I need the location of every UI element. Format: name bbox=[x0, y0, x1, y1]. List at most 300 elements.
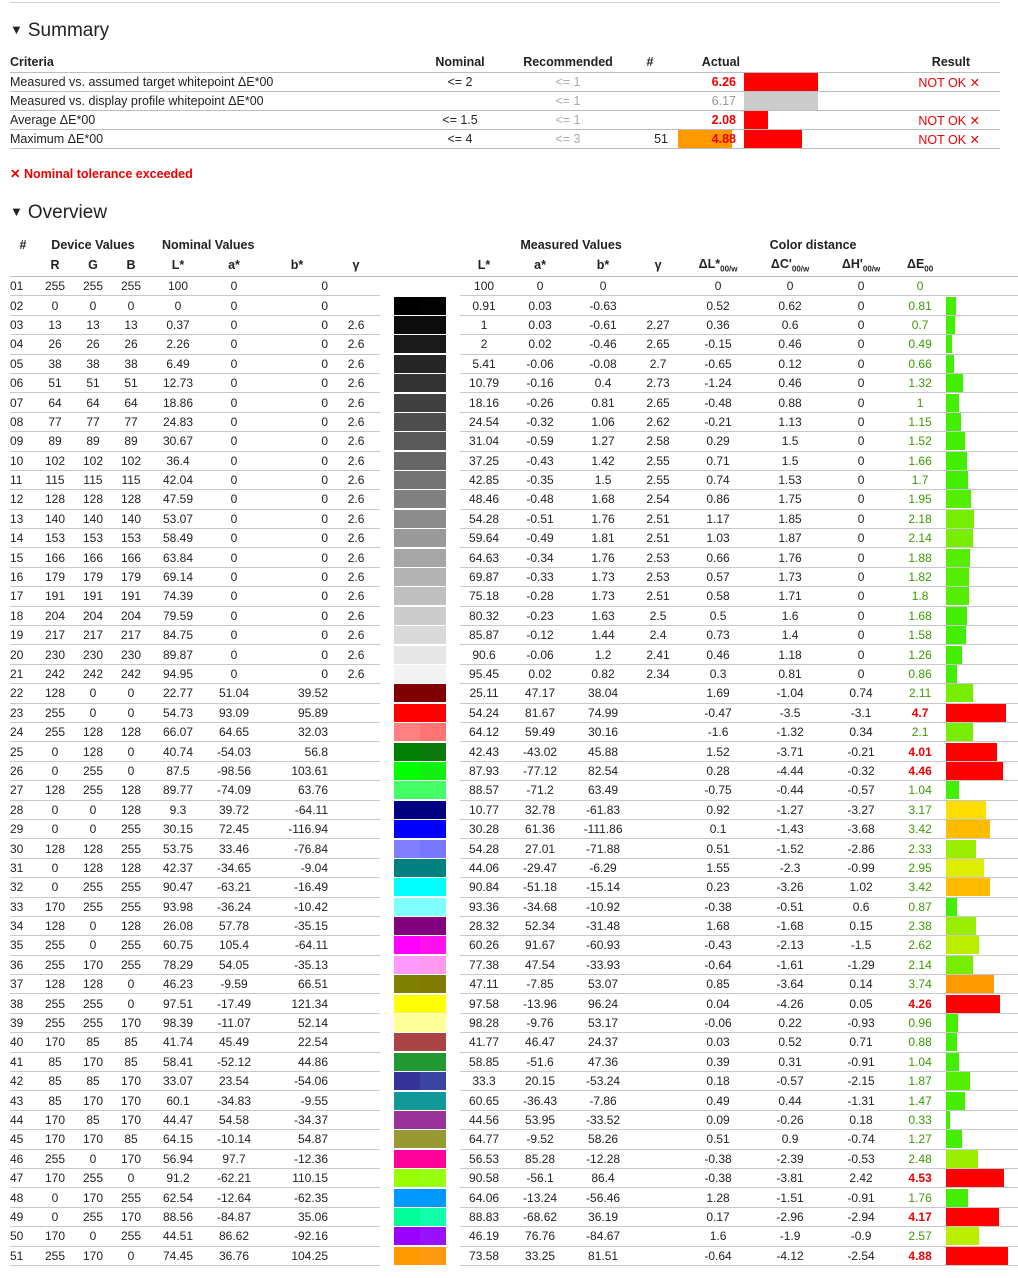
color-swatch bbox=[394, 1111, 446, 1129]
measured-l: 44.56 bbox=[460, 1110, 508, 1129]
nominal-color-patch bbox=[394, 917, 420, 935]
measured-b: 58.26 bbox=[572, 1130, 634, 1149]
delta-l: 0.17 bbox=[682, 1207, 754, 1226]
device-r: 128 bbox=[36, 684, 74, 703]
nominal-gamma: 2.6 bbox=[332, 373, 380, 392]
swatch-cell bbox=[380, 1130, 460, 1149]
device-r: 128 bbox=[36, 975, 74, 994]
nominal-a: -36.24 bbox=[206, 897, 262, 916]
delta-h: -1.31 bbox=[826, 1091, 896, 1110]
measured-a: -34.68 bbox=[508, 897, 572, 916]
delta-e: 0.7 bbox=[896, 315, 944, 334]
overview-group-nominal: Nominal Values bbox=[162, 238, 255, 252]
measured-l: 59.64 bbox=[460, 529, 508, 548]
delta-c: -4.44 bbox=[754, 761, 826, 780]
nominal-l: 89.77 bbox=[150, 781, 206, 800]
nominal-gamma bbox=[332, 684, 380, 703]
delta-e-bar bbox=[946, 1014, 958, 1032]
measured-gamma bbox=[634, 819, 682, 838]
nominal-l: 100 bbox=[150, 277, 206, 296]
measured-a: 47.17 bbox=[508, 684, 572, 703]
overview-row bbox=[10, 1246, 1018, 1265]
measured-b: 1.5 bbox=[572, 470, 634, 489]
row-id: 23 bbox=[10, 703, 36, 722]
nominal-gamma bbox=[332, 916, 380, 935]
nominal-a: 0 bbox=[206, 664, 262, 683]
measured-b: 1.06 bbox=[572, 412, 634, 431]
delta-c: 1.76 bbox=[754, 548, 826, 567]
nominal-a: -9.59 bbox=[206, 975, 262, 994]
swatch-cell bbox=[380, 1013, 460, 1032]
measured-gamma bbox=[634, 936, 682, 955]
delta-l: -0.64 bbox=[682, 1246, 754, 1265]
nominal-color-patch bbox=[394, 452, 420, 470]
measured-a: -0.26 bbox=[508, 393, 572, 412]
device-g: 115 bbox=[74, 470, 112, 489]
swatch-cell bbox=[380, 393, 460, 412]
device-r: 170 bbox=[36, 1033, 74, 1052]
device-r: 153 bbox=[36, 529, 74, 548]
measured-color-patch bbox=[420, 665, 446, 683]
nominal-gamma: 2.6 bbox=[332, 548, 380, 567]
delta-h-label: ΔH' bbox=[841, 256, 863, 271]
delta-e-bar-cell bbox=[944, 800, 1018, 819]
row-id: 02 bbox=[10, 296, 36, 315]
nominal-gamma bbox=[332, 703, 380, 722]
device-r: 217 bbox=[36, 626, 74, 645]
delta-e: 1.04 bbox=[896, 781, 944, 800]
delta-l: 0.23 bbox=[682, 878, 754, 897]
delta-l: 0.71 bbox=[682, 451, 754, 470]
device-r: 255 bbox=[36, 703, 74, 722]
nominal-a: 54.58 bbox=[206, 1110, 262, 1129]
measured-gamma bbox=[634, 897, 682, 916]
color-swatch bbox=[394, 452, 446, 470]
nominal-gamma: 2.6 bbox=[332, 393, 380, 412]
nominal-a: 64.65 bbox=[206, 722, 262, 741]
delta-e-bar bbox=[946, 859, 984, 877]
nominal-gamma bbox=[332, 1227, 380, 1246]
device-r: 230 bbox=[36, 645, 74, 664]
row-id: 11 bbox=[10, 470, 36, 489]
delta-e: 4.88 bbox=[896, 1246, 944, 1265]
measured-gamma: 2.58 bbox=[634, 432, 682, 451]
delta-e: 4.46 bbox=[896, 761, 944, 780]
measured-b: -111.86 bbox=[572, 819, 634, 838]
nominal-b: -116.94 bbox=[262, 819, 332, 838]
delta-l: 0.85 bbox=[682, 975, 754, 994]
summary-result: NOT OK ✕ bbox=[850, 130, 1000, 149]
measured-b: -31.48 bbox=[572, 916, 634, 935]
delta-e: 2.1 bbox=[896, 722, 944, 741]
delta-c: 0.52 bbox=[754, 1033, 826, 1052]
delta-l: 0.86 bbox=[682, 490, 754, 509]
delta-c: -1.9 bbox=[754, 1227, 826, 1246]
swatch-cell bbox=[380, 645, 460, 664]
delta-e-bar bbox=[946, 1130, 962, 1148]
delta-e-bar bbox=[946, 1169, 1004, 1187]
delta-e: 2.57 bbox=[896, 1227, 944, 1246]
device-r: 170 bbox=[36, 1168, 74, 1187]
delta-h: 0 bbox=[826, 529, 896, 548]
device-r: 0 bbox=[36, 296, 74, 315]
device-r: 0 bbox=[36, 858, 74, 877]
row-id: 32 bbox=[10, 878, 36, 897]
col-device-b: B bbox=[112, 254, 150, 277]
delta-l: 0.92 bbox=[682, 800, 754, 819]
delta-e-bar-cell bbox=[944, 1130, 1018, 1149]
device-g: 170 bbox=[74, 1052, 112, 1071]
device-b: 170 bbox=[112, 1110, 150, 1129]
measured-color-patch bbox=[420, 1247, 446, 1265]
device-g: 0 bbox=[74, 800, 112, 819]
delta-c: 1.18 bbox=[754, 645, 826, 664]
color-swatch bbox=[394, 1033, 446, 1051]
delta-l: 0.52 bbox=[682, 296, 754, 315]
measured-gamma bbox=[634, 1207, 682, 1226]
summary-section-toggle[interactable] bbox=[10, 20, 109, 42]
measured-b: 81.51 bbox=[572, 1246, 634, 1265]
measured-a: -0.34 bbox=[508, 548, 572, 567]
device-g: 170 bbox=[74, 1091, 112, 1110]
delta-e-bar-cell bbox=[944, 897, 1018, 916]
measured-b: 24.37 bbox=[572, 1033, 634, 1052]
swatch-cell bbox=[380, 955, 460, 974]
nominal-b: -9.55 bbox=[262, 1091, 332, 1110]
measured-l: 42.43 bbox=[460, 742, 508, 761]
summary-recommended: <= 1 bbox=[510, 73, 626, 92]
measured-b: 53.07 bbox=[572, 975, 634, 994]
delta-l: 1.52 bbox=[682, 742, 754, 761]
summary-actual-bar bbox=[744, 111, 768, 129]
delta-e-bar-cell bbox=[944, 878, 1018, 897]
nominal-b: -92.16 bbox=[262, 1227, 332, 1246]
delta-e-bar bbox=[946, 665, 957, 683]
color-swatch bbox=[394, 1053, 446, 1071]
row-id: 10 bbox=[10, 451, 36, 470]
nominal-color-patch bbox=[394, 1033, 420, 1051]
overview-col-num: # bbox=[19, 238, 27, 252]
color-swatch bbox=[394, 801, 446, 819]
delta-c: -3.5 bbox=[754, 703, 826, 722]
measured-l: 54.28 bbox=[460, 839, 508, 858]
delta-e: 4.53 bbox=[896, 1168, 944, 1187]
overview-row bbox=[10, 1052, 1018, 1071]
nominal-color-patch bbox=[394, 723, 420, 741]
measured-l: 46.19 bbox=[460, 1227, 508, 1246]
device-g: 230 bbox=[74, 645, 112, 664]
device-g: 166 bbox=[74, 548, 112, 567]
delta-e-bar-cell bbox=[944, 1227, 1018, 1246]
device-r: 204 bbox=[36, 606, 74, 625]
color-swatch bbox=[394, 1130, 446, 1148]
measured-a: 0.02 bbox=[508, 335, 572, 354]
delta-c: -3.71 bbox=[754, 742, 826, 761]
swatch-cell bbox=[380, 722, 460, 741]
nominal-l: 42.37 bbox=[150, 858, 206, 877]
delta-c-label: ΔC' bbox=[770, 256, 792, 271]
nominal-gamma bbox=[332, 277, 380, 296]
swatch-cell bbox=[380, 529, 460, 548]
measured-color-patch bbox=[420, 878, 446, 896]
nominal-color-patch bbox=[394, 995, 420, 1013]
delta-l: 1.03 bbox=[682, 529, 754, 548]
color-swatch bbox=[394, 917, 446, 935]
delta-e: 1.15 bbox=[896, 412, 944, 431]
measured-gamma: 2.55 bbox=[634, 470, 682, 489]
measured-gamma bbox=[634, 703, 682, 722]
measured-a: 0.03 bbox=[508, 296, 572, 315]
nominal-color-patch bbox=[394, 956, 420, 974]
nominal-a: 54.05 bbox=[206, 955, 262, 974]
nominal-b: 0 bbox=[262, 567, 332, 586]
nominal-gamma: 2.6 bbox=[332, 412, 380, 431]
overview-row bbox=[10, 1091, 1018, 1110]
overview-row bbox=[10, 994, 1018, 1013]
measured-a: 46.47 bbox=[508, 1033, 572, 1052]
overview-row bbox=[10, 1168, 1018, 1187]
nominal-color-patch bbox=[394, 975, 420, 993]
measured-a: -9.52 bbox=[508, 1130, 572, 1149]
measured-l: 37.25 bbox=[460, 451, 508, 470]
delta-e-bar bbox=[946, 432, 965, 450]
measured-l: 98.28 bbox=[460, 1013, 508, 1032]
measured-l: 88.57 bbox=[460, 781, 508, 800]
nominal-l: 36.4 bbox=[150, 451, 206, 470]
delta-l: 0.3 bbox=[682, 664, 754, 683]
nominal-a: -34.83 bbox=[206, 1091, 262, 1110]
swatch-cell bbox=[380, 354, 460, 373]
device-b: 85 bbox=[112, 1130, 150, 1149]
measured-gamma: 2.51 bbox=[634, 529, 682, 548]
swatch-cell bbox=[380, 1149, 460, 1168]
delta-e: 2.14 bbox=[896, 955, 944, 974]
col-swatch bbox=[380, 254, 460, 277]
delta-c: -4.12 bbox=[754, 1246, 826, 1265]
nominal-a: 36.76 bbox=[206, 1246, 262, 1265]
delta-h: 0 bbox=[826, 354, 896, 373]
delta-c: -1.04 bbox=[754, 684, 826, 703]
delta-e-bar-cell bbox=[944, 470, 1018, 489]
device-b: 191 bbox=[112, 587, 150, 606]
measured-l: 88.83 bbox=[460, 1207, 508, 1226]
row-id: 35 bbox=[10, 936, 36, 955]
measured-a: -0.43 bbox=[508, 451, 572, 470]
device-b: 128 bbox=[112, 858, 150, 877]
nominal-a: 0 bbox=[206, 393, 262, 412]
delta-h: 0 bbox=[826, 373, 896, 392]
swatch-cell bbox=[380, 1227, 460, 1246]
delta-c: -0.44 bbox=[754, 781, 826, 800]
delta-l: -0.75 bbox=[682, 781, 754, 800]
nominal-a: -98.56 bbox=[206, 761, 262, 780]
measured-gamma: 2.54 bbox=[634, 490, 682, 509]
nominal-gamma bbox=[332, 1110, 380, 1129]
delta-e-bar bbox=[946, 490, 971, 508]
nominal-b: 0 bbox=[262, 373, 332, 392]
device-b: 242 bbox=[112, 664, 150, 683]
row-id: 42 bbox=[10, 1072, 36, 1091]
summary-nominal: <= 2 bbox=[410, 73, 510, 92]
delta-l: 1.55 bbox=[682, 858, 754, 877]
device-g: 0 bbox=[74, 684, 112, 703]
nominal-color-patch bbox=[394, 607, 420, 625]
nominal-l: 63.84 bbox=[150, 548, 206, 567]
measured-gamma: 2.65 bbox=[634, 393, 682, 412]
measured-color-patch bbox=[420, 1130, 446, 1148]
device-r: 0 bbox=[36, 761, 74, 780]
color-swatch bbox=[394, 277, 446, 295]
nominal-b: 0 bbox=[262, 354, 332, 373]
measured-color-patch bbox=[420, 1033, 446, 1051]
device-g: 255 bbox=[74, 1013, 112, 1032]
color-swatch bbox=[394, 316, 446, 334]
col-measured-a: a* bbox=[508, 254, 572, 277]
delta-e-bar bbox=[946, 684, 973, 702]
measured-l: 85.87 bbox=[460, 626, 508, 645]
overview-row bbox=[10, 470, 1018, 489]
swatch-cell bbox=[380, 684, 460, 703]
nominal-gamma bbox=[332, 296, 380, 315]
nominal-color-patch bbox=[394, 684, 420, 702]
delta-e: 1.27 bbox=[896, 1130, 944, 1149]
delta-e-bar bbox=[946, 471, 968, 489]
color-swatch bbox=[394, 684, 446, 702]
nominal-color-patch bbox=[394, 1247, 420, 1265]
swatch-cell bbox=[380, 373, 460, 392]
measured-l: 2 bbox=[460, 335, 508, 354]
measured-b: 86.4 bbox=[572, 1168, 634, 1187]
delta-e: 2.62 bbox=[896, 936, 944, 955]
measured-a: -0.06 bbox=[508, 645, 572, 664]
delta-l: -0.21 bbox=[682, 412, 754, 431]
nominal-b: -9.04 bbox=[262, 858, 332, 877]
delta-c: 1.53 bbox=[754, 470, 826, 489]
delta-c: -1.52 bbox=[754, 839, 826, 858]
delta-e: 2.11 bbox=[896, 684, 944, 703]
nominal-l: 6.49 bbox=[150, 354, 206, 373]
delta-e-bar-cell bbox=[944, 1188, 1018, 1207]
delta-c: 1.13 bbox=[754, 412, 826, 431]
delta-c: -1.68 bbox=[754, 916, 826, 935]
measured-gamma bbox=[634, 975, 682, 994]
delta-e: 1.26 bbox=[896, 645, 944, 664]
delta-e-bar-cell bbox=[944, 1052, 1018, 1071]
delta-c: -1.61 bbox=[754, 955, 826, 974]
measured-b: 38.04 bbox=[572, 684, 634, 703]
measured-b: 1.27 bbox=[572, 432, 634, 451]
measured-b: 0.82 bbox=[572, 664, 634, 683]
delta-c: 0.46 bbox=[754, 373, 826, 392]
nominal-b: 104.25 bbox=[262, 1246, 332, 1265]
nominal-l: 90.47 bbox=[150, 878, 206, 897]
top-divider bbox=[10, 2, 1000, 3]
delta-e-bar-cell bbox=[944, 1072, 1018, 1091]
color-swatch bbox=[394, 587, 446, 605]
delta-c: -0.26 bbox=[754, 1110, 826, 1129]
nominal-a: 33.46 bbox=[206, 839, 262, 858]
nominal-gamma bbox=[332, 1130, 380, 1149]
nominal-b: 121.34 bbox=[262, 994, 332, 1013]
measured-l: 90.84 bbox=[460, 878, 508, 897]
delta-e: 0.49 bbox=[896, 335, 944, 354]
measured-gamma: 2.73 bbox=[634, 373, 682, 392]
measured-a: -0.06 bbox=[508, 354, 572, 373]
device-r: 255 bbox=[36, 994, 74, 1013]
delta-e-bar-cell bbox=[944, 1110, 1018, 1129]
nominal-color-patch bbox=[394, 665, 420, 683]
swatch-cell bbox=[380, 1091, 460, 1110]
delta-e: 4.26 bbox=[896, 994, 944, 1013]
device-g: 102 bbox=[74, 451, 112, 470]
row-id: 17 bbox=[10, 587, 36, 606]
delta-e-bar bbox=[946, 394, 959, 412]
nominal-color-patch bbox=[394, 762, 420, 780]
delta-c: 1.4 bbox=[754, 626, 826, 645]
measured-gamma bbox=[634, 1072, 682, 1091]
nominal-a: -12.64 bbox=[206, 1188, 262, 1207]
measured-b: 1.68 bbox=[572, 490, 634, 509]
measured-l: 54.24 bbox=[460, 703, 508, 722]
measured-gamma bbox=[634, 1168, 682, 1187]
nominal-b: 52.14 bbox=[262, 1013, 332, 1032]
measured-b: 1.2 bbox=[572, 645, 634, 664]
delta-e-label: ΔE bbox=[906, 256, 925, 271]
nominal-a: 0 bbox=[206, 587, 262, 606]
delta-l: 0.29 bbox=[682, 432, 754, 451]
nominal-color-patch bbox=[394, 1150, 420, 1168]
measured-gamma bbox=[634, 955, 682, 974]
row-id: 04 bbox=[10, 335, 36, 354]
device-g: 0 bbox=[74, 1227, 112, 1246]
device-r: 140 bbox=[36, 509, 74, 528]
delta-e-bar-cell bbox=[944, 412, 1018, 431]
overview-row bbox=[10, 761, 1018, 780]
measured-b: 47.36 bbox=[572, 1052, 634, 1071]
measured-a: -13.24 bbox=[508, 1188, 572, 1207]
nominal-a: 0 bbox=[206, 606, 262, 625]
nominal-b: 32.03 bbox=[262, 722, 332, 741]
device-r: 13 bbox=[36, 315, 74, 334]
overview-section-toggle[interactable] bbox=[10, 202, 107, 224]
measured-a: -56.1 bbox=[508, 1168, 572, 1187]
delta-e: 3.42 bbox=[896, 819, 944, 838]
measured-a: -0.16 bbox=[508, 373, 572, 392]
measured-color-patch bbox=[420, 529, 446, 547]
measured-a: -0.32 bbox=[508, 412, 572, 431]
device-b: 255 bbox=[112, 839, 150, 858]
nominal-l: 87.5 bbox=[150, 761, 206, 780]
measured-color-patch bbox=[420, 975, 446, 993]
device-r: 85 bbox=[36, 1052, 74, 1071]
measured-gamma bbox=[634, 1130, 682, 1149]
device-b: 170 bbox=[112, 1207, 150, 1226]
delta-l: 1.28 bbox=[682, 1188, 754, 1207]
measured-l: 5.41 bbox=[460, 354, 508, 373]
measured-b: -12.28 bbox=[572, 1149, 634, 1168]
measured-a: 47.54 bbox=[508, 955, 572, 974]
swatch-cell bbox=[380, 470, 460, 489]
delta-c: -3.81 bbox=[754, 1168, 826, 1187]
nominal-color-patch bbox=[394, 878, 420, 896]
measured-l: 48.46 bbox=[460, 490, 508, 509]
nominal-l: 97.51 bbox=[150, 994, 206, 1013]
delta-h: 0 bbox=[826, 412, 896, 431]
measured-color-patch bbox=[420, 917, 446, 935]
device-b: 255 bbox=[112, 1188, 150, 1207]
swatch-cell bbox=[380, 819, 460, 838]
nominal-color-patch bbox=[394, 1092, 420, 1110]
